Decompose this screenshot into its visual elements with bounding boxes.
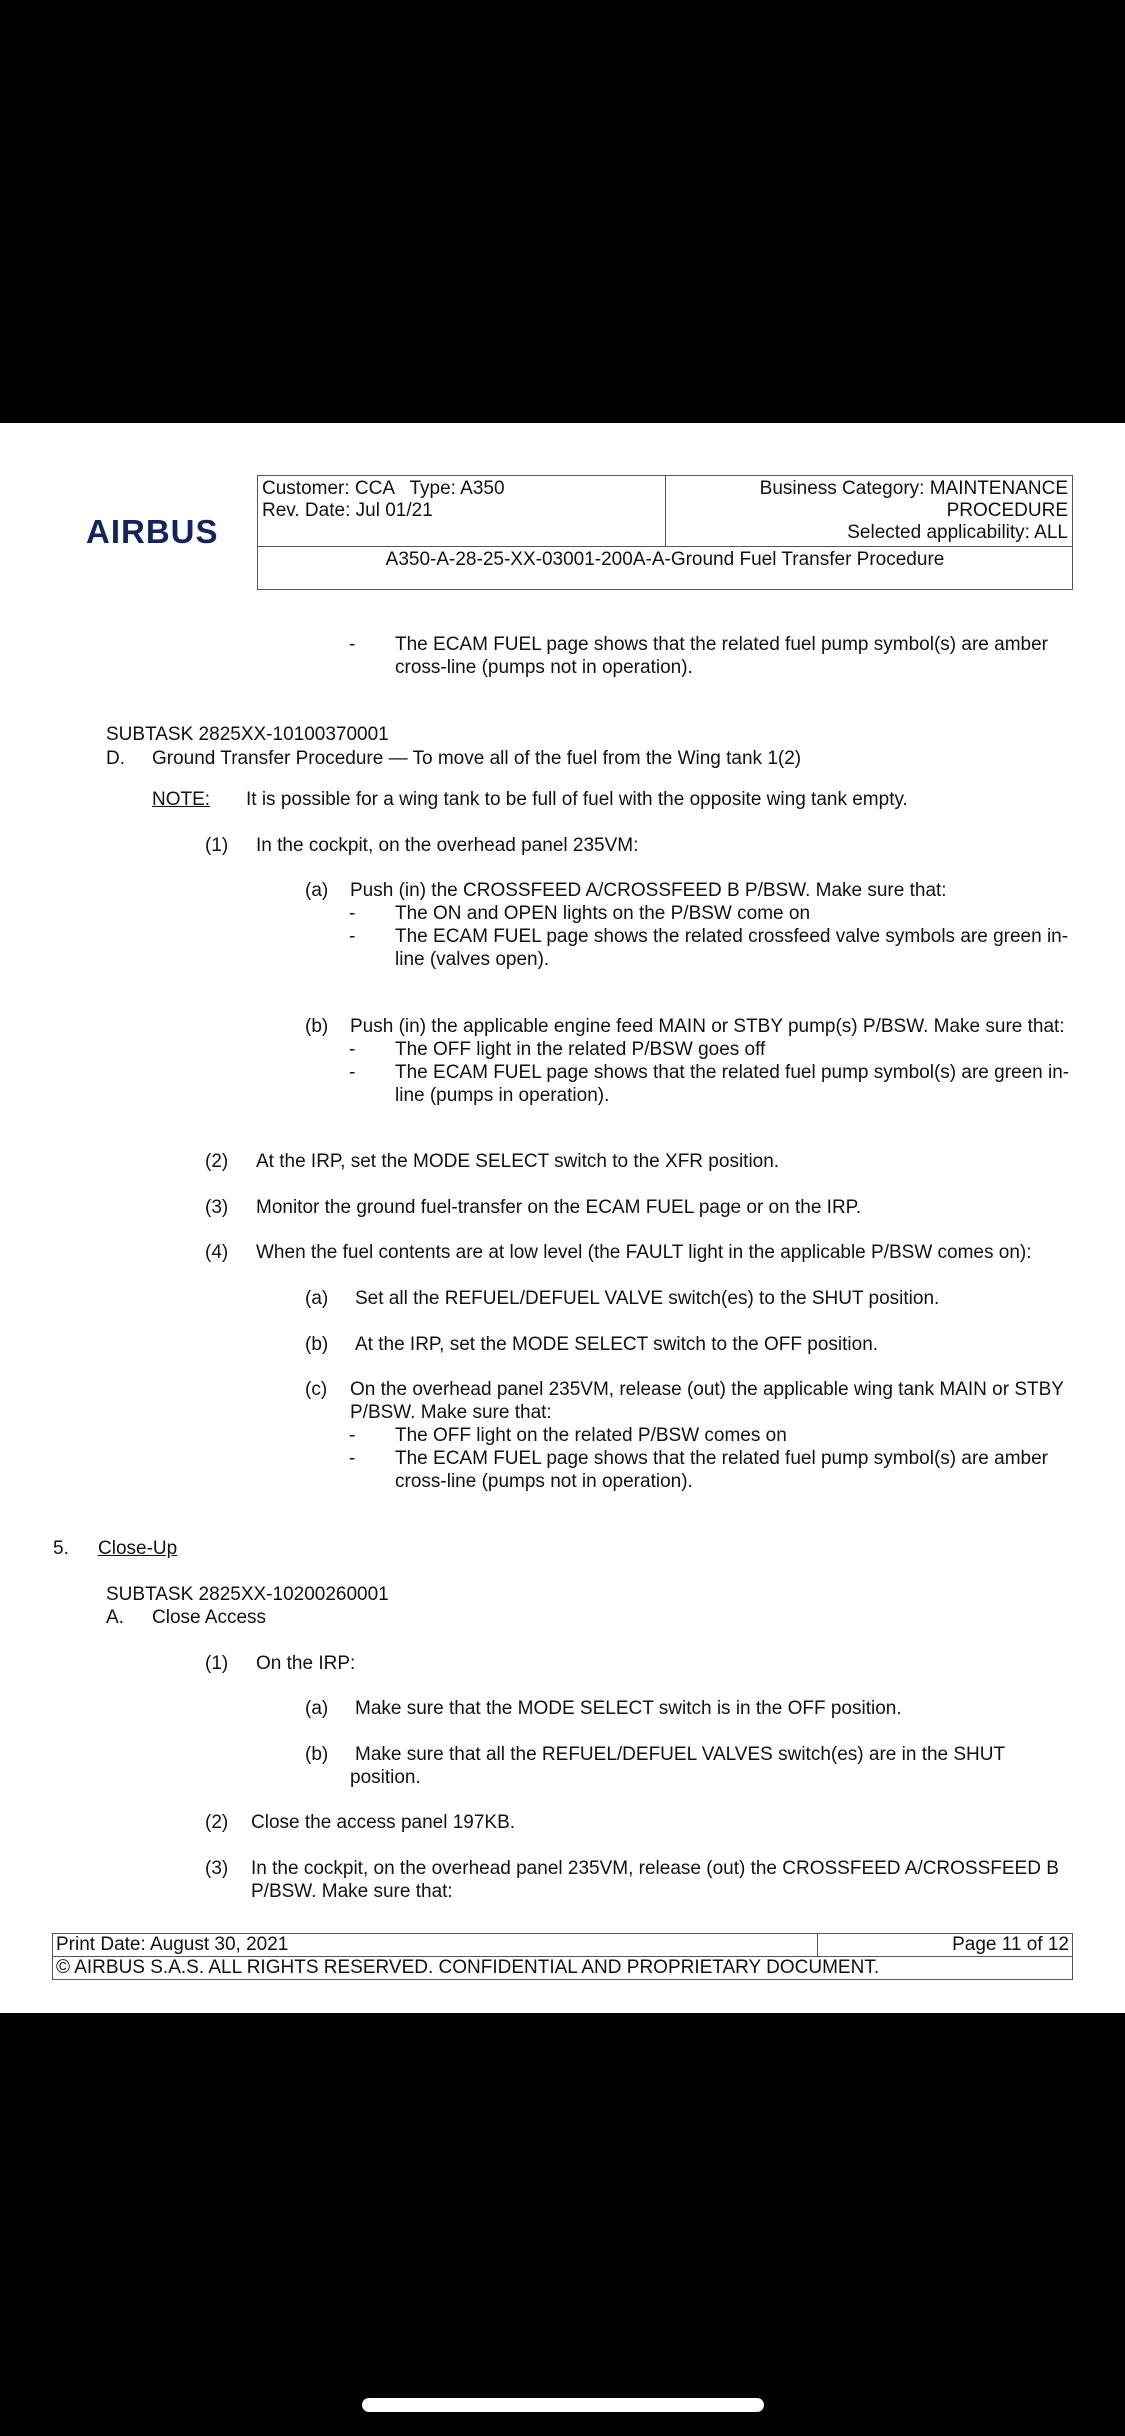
step-number: (2) [205, 1812, 229, 1833]
category-cell [665, 476, 1073, 547]
step-text: The ECAM FUEL page shows that the related fuel pump symbol(s) are amber [395, 634, 1048, 655]
step-number: (2) [205, 1151, 229, 1172]
customer-type: Customer: CCA Type: A350 [262, 478, 505, 499]
page-number: Page 11 of 12 [818, 1934, 1073, 1957]
step-text: Set all the REFUEL/DEFUEL VALVE switch(es) to the SHUT position. [355, 1288, 940, 1309]
rev-date: Rev. Date: Jul 01/21 [262, 500, 433, 521]
step-text: On the overhead panel 235VM, release (out) the applicable wing tank MAIN or STBY [350, 1379, 1064, 1400]
step-text: On the IRP: [256, 1653, 356, 1674]
document-footer-table [52, 1933, 1073, 1980]
business-category-cont: PROCEDURE [946, 500, 1068, 521]
step-number: (4) [205, 1242, 229, 1263]
step-text: In the cockpit, on the overhead panel 235VM: [256, 835, 639, 856]
note-label: NOTE: [152, 789, 211, 810]
airbus-logo: AIRBUS [86, 513, 219, 550]
step-text: At the IRP, set the MODE SELECT switch to the OFF position. [355, 1334, 879, 1355]
step-text: Close the access panel 197KB. [251, 1812, 516, 1833]
substep-letter: (a) [305, 1698, 329, 1719]
step-text: In the cockpit, on the overhead panel 235VM, release (out) the CROSSFEED A/CROSSFEED B [251, 1858, 1059, 1879]
document-header-table [257, 475, 1073, 590]
bullet: - [349, 926, 356, 947]
copyright: © AIRBUS S.A.S. ALL RIGHTS RESERVED. CONFIDENTIAL AND PROPRIETARY DOCUMENT. [53, 1957, 1073, 1980]
step-text: Push (in) the CROSSFEED A/CROSSFEED B P/BSW. Make sure that: [350, 880, 947, 901]
bullet: - [349, 634, 356, 655]
step-text: Make sure that all the REFUEL/DEFUEL VALVES switch(es) are in the SHUT [355, 1744, 1006, 1765]
home-indicator[interactable] [362, 2398, 764, 2412]
step-text: Push (in) the applicable engine feed MAIN or STBY pump(s) P/BSW. Make sure that: [350, 1016, 1065, 1037]
step-text: At the IRP, set the MODE SELECT switch to the XFR position. [256, 1151, 780, 1172]
step-text: The ECAM FUEL page shows that the related fuel pump symbol(s) are amber [395, 1448, 1048, 1469]
document-id: A350-A-28-25-XX-03001-200A-A-Ground Fuel Transfer Procedure [385, 549, 945, 570]
subtask-id: SUBTASK 2825XX-10100370001 [106, 724, 389, 745]
step-text: P/BSW. Make sure that: [251, 1881, 453, 1902]
step-text: The ECAM FUEL page shows that the related fuel pump symbol(s) are green in- [395, 1062, 1070, 1083]
step-title: Ground Transfer Procedure — To move all of the fuel from the Wing tank 1(2) [152, 748, 802, 769]
step-letter: A. [106, 1607, 124, 1628]
bullet: - [349, 903, 356, 924]
applicability: Selected applicability: ALL [847, 522, 1068, 543]
step-text: When the fuel contents are at low level (the FAULT light in the applicable P/BSW comes on): [256, 1242, 1032, 1263]
step-letter: D. [106, 748, 125, 769]
substep-letter: (b) [305, 1744, 329, 1765]
step-number: (3) [205, 1858, 229, 1879]
section-number: 5. [53, 1538, 69, 1559]
substep-letter: (c) [305, 1379, 328, 1400]
step-text: position. [350, 1767, 421, 1788]
print-date: Print Date: August 30, 2021 [53, 1934, 818, 1957]
bullet: - [349, 1062, 356, 1083]
step-number: (1) [205, 1653, 229, 1674]
step-text: cross-line (pumps not in operation). [395, 657, 693, 678]
document-page [0, 423, 1125, 2013]
step-text: The ECAM FUEL page shows the related crossfeed valve symbols are green in- [395, 926, 1069, 947]
bullet: - [349, 1425, 356, 1446]
step-text: Monitor the ground fuel-transfer on the ECAM FUEL page or on the IRP. [256, 1197, 862, 1218]
substep-letter: (a) [305, 1288, 329, 1309]
step-title: Close Access [152, 1607, 267, 1628]
step-number: (1) [205, 835, 229, 856]
step-text: cross-line (pumps not in operation). [395, 1471, 693, 1492]
doc-id-cell [258, 547, 1073, 590]
step-text: line (valves open). [395, 949, 550, 970]
subtask-id: SUBTASK 2825XX-10200260001 [106, 1584, 389, 1605]
step-text: Make sure that the MODE SELECT switch is in the OFF position. [355, 1698, 902, 1719]
section-title: Close-Up [98, 1538, 178, 1559]
step-text: line (pumps in operation). [395, 1085, 610, 1106]
substep-letter: (b) [305, 1016, 329, 1037]
business-category: Business Category: MAINTENANCE [759, 478, 1068, 499]
step-text: The OFF light in the related P/BSW goes off [395, 1039, 766, 1060]
step-text: The ON and OPEN lights on the P/BSW come on [395, 903, 811, 924]
note-text: It is possible for a wing tank to be full of fuel with the opposite wing tank empty. [246, 789, 908, 810]
substep-letter: (a) [305, 880, 329, 901]
substep-letter: (b) [305, 1334, 329, 1355]
bullet: - [349, 1039, 356, 1060]
customer-cell [258, 476, 666, 547]
step-text: P/BSW. Make sure that: [350, 1402, 552, 1423]
bullet: - [349, 1448, 356, 1469]
step-text: The OFF light on the related P/BSW comes on [395, 1425, 787, 1446]
step-number: (3) [205, 1197, 229, 1218]
